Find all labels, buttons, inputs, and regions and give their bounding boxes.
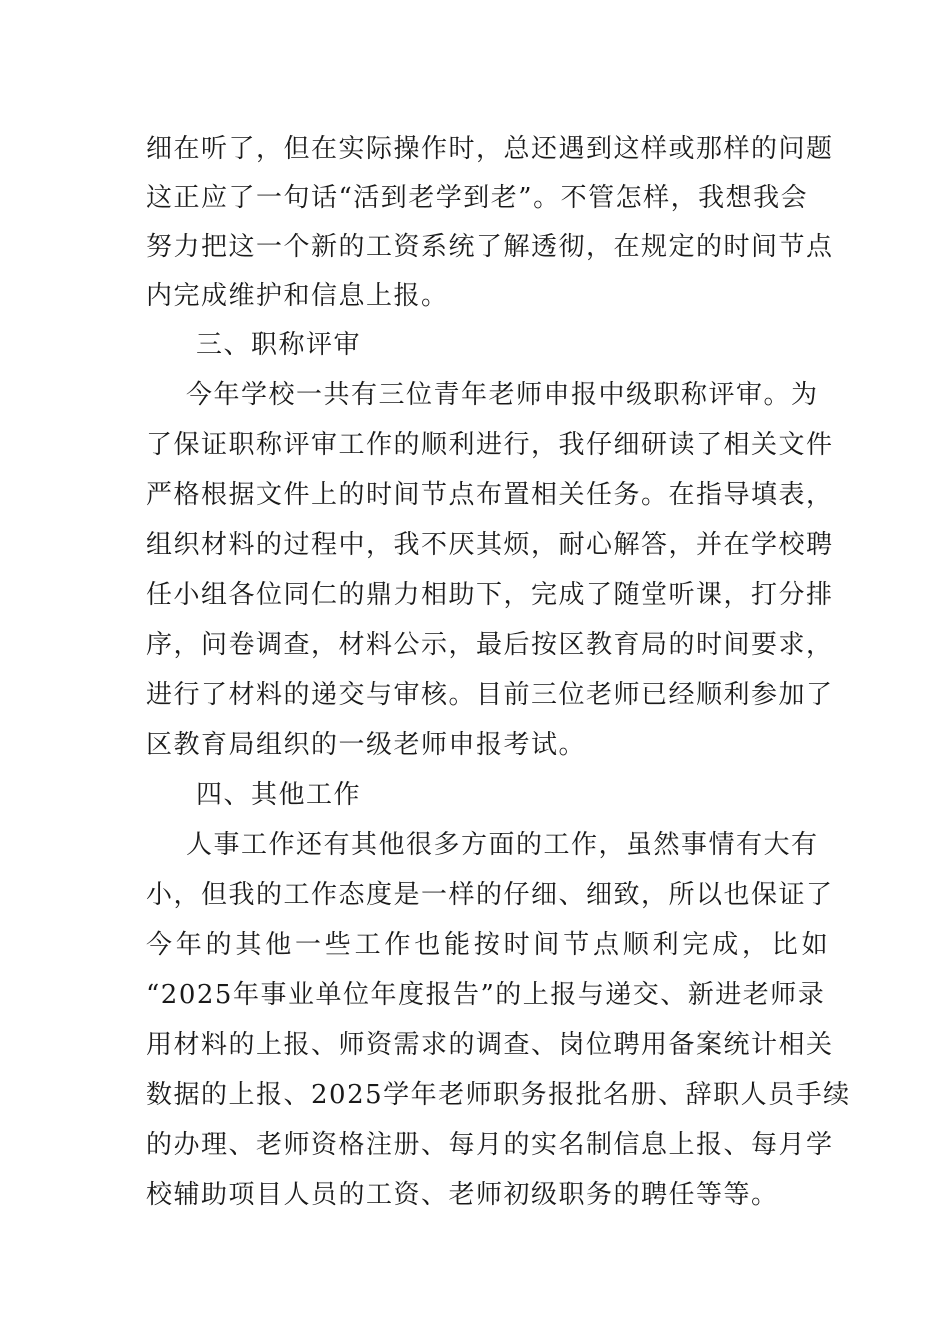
text-line: 进行了材料的递交与审核。目前三位老师已经顺利参加了 (146, 680, 834, 710)
text-line: 序，问卷调查，材料公示，最后按区教育局的时间要求， (146, 630, 834, 660)
text-line: 了保证职称评审工作的顺利进行，我仔细研读了相关文件 (146, 430, 834, 460)
text-line: 内完成维护和信息上报。 (146, 281, 449, 311)
text-line: 用材料的上报、师资需求的调查、岗位聘用备案统计相关 (146, 1030, 834, 1060)
paragraph-first-line: 人事工作还有其他很多方面的工作，虽然事情有大有 (186, 830, 819, 860)
text-line: 区教育局组织的一级老师申报考试。 (146, 730, 587, 760)
text-line: 今年的其他一些工作也能按时间节点顺利完成，比如 (146, 930, 832, 960)
text-line: 严格根据文件上的时间节点布置相关任务。在指导填表， (146, 480, 834, 510)
text-line: 组织材料的过程中，我不厌其烦，耐心解答，并在学校聘 (146, 530, 834, 560)
text-line: 校辅助项目人员的工资、老师初级职务的聘任等等。 (146, 1180, 779, 1210)
text-line: 细在听了，但在实际操作时，总还遇到这样或那样的问题 (146, 134, 834, 164)
section-heading-other-work: 四、其他工作 (196, 780, 362, 810)
text-line: 的办理、老师资格注册、每月的实名制信息上报、每月学 (146, 1130, 834, 1160)
text-line: 小，但我的工作态度是一样的仔细、细致，所以也保证了 (146, 880, 834, 910)
text-line: 数据的上报、2025学年老师职务报批名册、辞职人员手续 (146, 1080, 851, 1110)
text-line: 任小组各位同仁的鼎力相助下，完成了随堂听课，打分排 (146, 580, 834, 610)
text-line: 努力把这一个新的工资系统了解透彻，在规定的时间节点 (146, 232, 834, 262)
text-line: “2025年事业单位年度报告”的上报与递交、新进老师录 (146, 980, 826, 1010)
text-line: 这正应了一句话“活到老学到老”。不管怎样，我想我会 (146, 183, 809, 213)
paragraph-first-line: 今年学校一共有三位青年老师申报中级职称评审。为 (186, 380, 819, 410)
section-heading-title-review: 三、职称评审 (196, 330, 362, 360)
